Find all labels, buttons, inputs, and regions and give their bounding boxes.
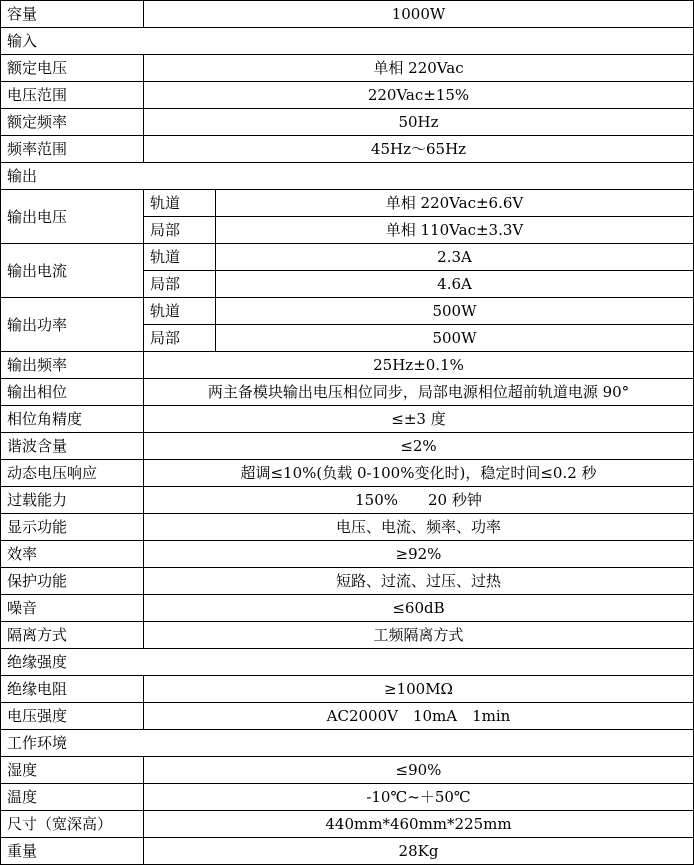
row-sublabel: 轨道: [144, 190, 216, 217]
row-value: AC2000V 10mA 1min: [144, 703, 694, 730]
row-label: 额定电压: [1, 55, 144, 82]
row-value: 500W: [216, 298, 694, 325]
table-row: [1, 703, 694, 730]
row-value: 28Kg: [144, 838, 694, 865]
row-value: 单相 220Vac±6.6V: [216, 190, 694, 217]
row-value: 单相 220Vac: [144, 55, 694, 82]
row-value: 150% 20 秒钟: [144, 487, 694, 514]
table-row: [1, 757, 694, 784]
table-row: [1, 1, 694, 28]
table-row: [1, 676, 694, 703]
row-label: 温度: [1, 784, 144, 811]
row-label: 隔离方式: [1, 622, 144, 649]
table-row: [1, 109, 694, 136]
row-value: 440mm*460mm*225mm: [144, 811, 694, 838]
row-value: ≥100MΩ: [144, 676, 694, 703]
section-row: [1, 649, 694, 676]
row-value: ≤60dB: [144, 595, 694, 622]
section-row: [1, 163, 694, 190]
table-row: [1, 433, 694, 460]
row-value: ≤2%: [144, 433, 694, 460]
table-row: [1, 487, 694, 514]
row-label: 输出电流: [1, 244, 144, 298]
section-row: [1, 28, 694, 55]
section-heading: 输出: [1, 163, 694, 190]
row-value: ≥92%: [144, 541, 694, 568]
row-value: 2.3A: [216, 244, 694, 271]
table-row: [1, 244, 694, 271]
row-sublabel: 局部: [144, 217, 216, 244]
row-label: 输出频率: [1, 352, 144, 379]
row-value: 两主备模块输出电压相位同步，局部电源相位超前轨道电源 90°: [144, 379, 694, 406]
row-label: 动态电压响应: [1, 460, 144, 487]
table-row: [1, 784, 694, 811]
row-label: 重量: [1, 838, 144, 865]
section-heading: 输入: [1, 28, 694, 55]
row-value: 25Hz±0.1%: [144, 352, 694, 379]
row-value: 45Hz～65Hz: [144, 136, 694, 163]
table-row: [1, 55, 694, 82]
row-value: 500W: [216, 325, 694, 352]
row-value: ≤±3 度: [144, 406, 694, 433]
row-label: 显示功能: [1, 514, 144, 541]
row-value: 超调≤10%(负载 0-100%变化时)，稳定时间≤0.2 秒: [144, 460, 694, 487]
row-sublabel: 轨道: [144, 244, 216, 271]
row-label: 输出电压: [1, 190, 144, 244]
row-label: 保护功能: [1, 568, 144, 595]
row-label: 湿度: [1, 757, 144, 784]
row-label: 容量: [1, 1, 144, 28]
section-heading: 绝缘强度: [1, 649, 694, 676]
row-value: 工频隔离方式: [144, 622, 694, 649]
row-value: 单相 110Vac±3.3V: [216, 217, 694, 244]
row-sublabel: 轨道: [144, 298, 216, 325]
table-row: [1, 82, 694, 109]
row-value: ≤90%: [144, 757, 694, 784]
section-heading: 工作环境: [1, 730, 694, 757]
row-value: 220Vac±15%: [144, 82, 694, 109]
row-value: 短路、过流、过压、过热: [144, 568, 694, 595]
row-label: 电压强度: [1, 703, 144, 730]
spec-table-body: [1, 1, 694, 865]
table-row: [1, 190, 694, 217]
row-value: -10℃~＋50℃: [144, 784, 694, 811]
table-row: [1, 811, 694, 838]
row-label: 尺寸（宽深高）: [1, 811, 144, 838]
table-row: [1, 406, 694, 433]
table-row: [1, 622, 694, 649]
row-value: 1000W: [144, 1, 694, 28]
row-label: 绝缘电阻: [1, 676, 144, 703]
table-row: [1, 514, 694, 541]
row-sublabel: 局部: [144, 325, 216, 352]
table-row: [1, 136, 694, 163]
row-label: 噪音: [1, 595, 144, 622]
row-label: 效率: [1, 541, 144, 568]
row-sublabel: 局部: [144, 271, 216, 298]
row-label: 谐波含量: [1, 433, 144, 460]
row-value: 电压、电流、频率、功率: [144, 514, 694, 541]
row-value: 4.6A: [216, 271, 694, 298]
table-row: [1, 568, 694, 595]
section-row: [1, 730, 694, 757]
table-row: [1, 298, 694, 325]
table-row: [1, 838, 694, 865]
row-label: 输出相位: [1, 379, 144, 406]
row-label: 频率范围: [1, 136, 144, 163]
row-label: 额定频率: [1, 109, 144, 136]
table-row: [1, 541, 694, 568]
table-row: [1, 595, 694, 622]
row-label: 过载能力: [1, 487, 144, 514]
row-label: 相位角精度: [1, 406, 144, 433]
row-label: 输出功率: [1, 298, 144, 352]
row-value: 50Hz: [144, 109, 694, 136]
table-row: [1, 352, 694, 379]
table-row: [1, 460, 694, 487]
table-row: [1, 379, 694, 406]
row-label: 电压范围: [1, 82, 144, 109]
